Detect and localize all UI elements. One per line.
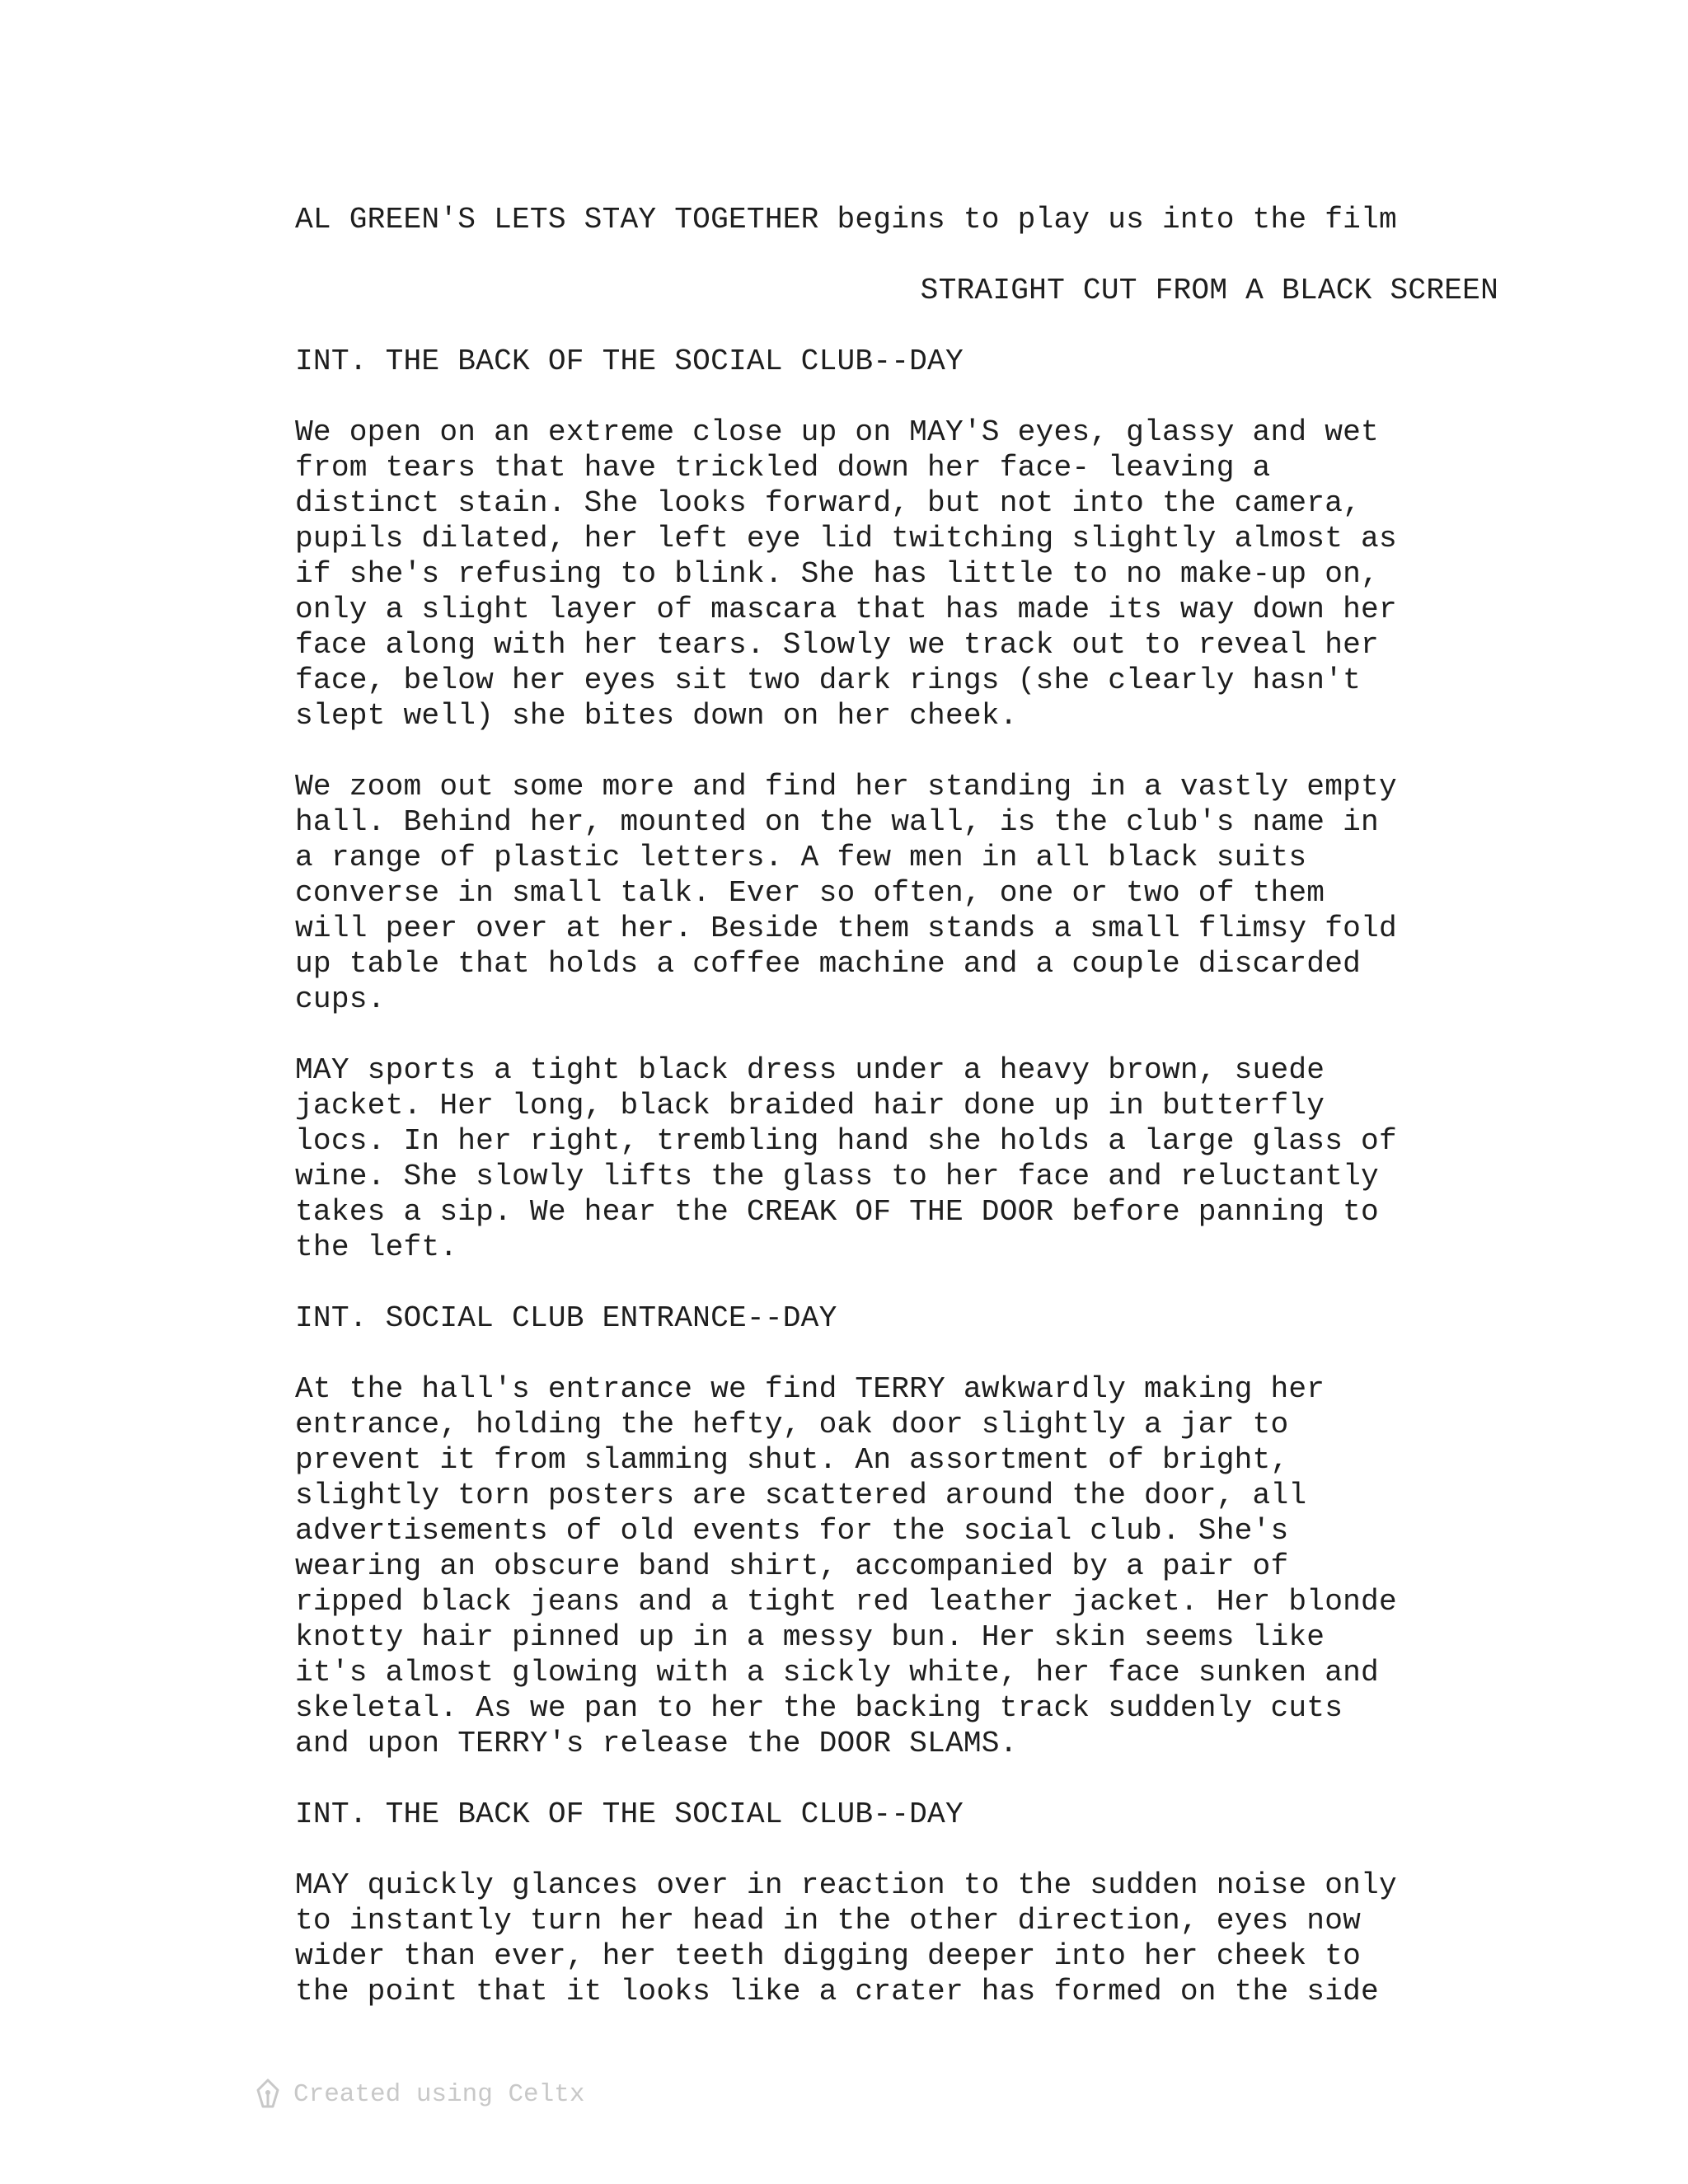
action-line: pupils dilated, her left eye lid twitching slightly almost as [295,522,1397,555]
action-line: wearing an obscure band shirt, accompanied by a pair of [295,1549,1289,1583]
action-line: to instantly turn her head in the other direction, eyes now [295,1904,1362,1938]
action-line: from tears that have trickled down her face- leaving a [295,451,1271,485]
action-line: prevent it from slamming shut. An assortment of bright, [295,1443,1289,1477]
action-line: jacket. Her long, black braided hair done up in butterfly [295,1089,1325,1122]
action-line: the point that it looks like a crater has formed on the side [295,1975,1379,2008]
action-line: hall. Behind her, mounted on the wall, is the club's name in [295,805,1379,839]
intro-action-line: AL GREEN'S LETS STAY TOGETHER begins to play us into the film [295,203,1397,237]
action-line: wider than ever, her teeth digging deeper into her cheek to [295,1939,1362,1973]
action-line: cups. [295,982,386,1016]
action-paragraph [295,1868,1498,2009]
script-body [295,202,1498,2045]
scene-heading-3: INT. THE BACK OF THE SOCIAL CLUB--DAY [295,1797,964,1831]
action-line: face, below her eyes sit two dark rings (she clearly hasn't [295,663,1362,697]
action-line: slept well) she bites down on her cheek. [295,699,1018,733]
action-line: ripped black jeans and a tight red leather jacket. Her blonde [295,1585,1397,1619]
action-line: wine. She slowly lifts the glass to her face and reluctantly [295,1160,1379,1193]
transition: STRAIGHT CUT FROM A BLACK SCREEN [920,274,1498,307]
action-line: MAY quickly glances over in reaction to the sudden noise only [295,1868,1397,1902]
action-line: and upon TERRY's release the DOOR SLAMS. [295,1727,1018,1760]
action-line: slightly torn posters are scattered around the door, all [295,1479,1307,1512]
scene-heading-2: INT. SOCIAL CLUB ENTRANCE--DAY [295,1301,837,1335]
action-line: if she's refusing to blink. She has little to no make-up on, [295,557,1379,591]
action-line: up table that holds a coffee machine and a couple discarded [295,947,1362,981]
action-line: the left. [295,1230,458,1264]
action-paragraph [295,1371,1498,1761]
action-paragraph [295,769,1498,1017]
action-line: knotty hair pinned up in a messy bun. Her skin seems like [295,1620,1325,1654]
footer-text: Created using Celtx [293,2079,585,2109]
scene-heading-1: INT. THE BACK OF THE SOCIAL CLUB--DAY [295,344,964,378]
action-line: only a slight layer of mascara that has made its way down her [295,593,1397,626]
action-line: advertisements of old events for the social club. She's [295,1514,1289,1548]
action-paragraph [295,1052,1498,1265]
action-line: We open on an extreme close up on MAY'S eyes, glassy and wet [295,415,1379,449]
action-line: a range of plastic letters. A few men in all black suits [295,841,1307,874]
action-line: takes a sip. We hear the CREAK OF THE DOOR before panning to [295,1195,1379,1229]
action-line: MAY sports a tight black dress under a heavy brown, suede [295,1053,1325,1087]
celtx-footer [254,2077,584,2111]
action-line: face along with her tears. Slowly we track out to reveal her [295,628,1379,662]
action-line: skeletal. As we pan to her the backing track suddenly cuts [295,1691,1343,1725]
action-line: converse in small talk. Ever so often, one or two of them [295,876,1325,910]
action-line: locs. In her right, trembling hand she holds a large glass of [295,1124,1397,1158]
action-paragraph [295,415,1498,733]
action-line: At the hall's entrance we find TERRY awkwardly making her [295,1372,1325,1406]
celtx-pen-nib-icon [254,2077,282,2111]
action-line: distinct stain. She looks forward, but not into the camera, [295,486,1362,520]
action-line: will peer over at her. Beside them stands a small flimsy fold [295,912,1397,945]
action-line: We zoom out some more and find her standing in a vastly empty [295,770,1397,804]
action-line: it's almost glowing with a sickly white, her face sunken and [295,1656,1379,1690]
action-line: entrance, holding the hefty, oak door slightly a jar to [295,1408,1289,1441]
